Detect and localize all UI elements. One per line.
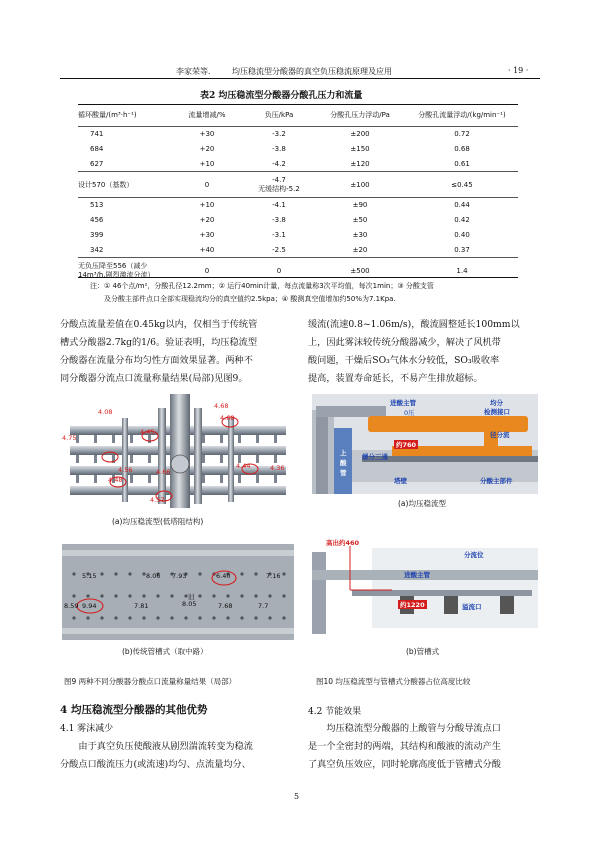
fig10a-label-upper3: 管: [340, 469, 347, 477]
fig9a-caption: (a)均压稳流型(低塔阻结构): [112, 517, 204, 526]
fig10a-label-upper2: 酸: [340, 459, 347, 467]
cell: 无负压降至556（减少: [78, 261, 148, 270]
fig9a-value: 4.75: [62, 434, 77, 442]
th-flow: 流量增减/%: [188, 111, 226, 119]
fig9b-value: 8.06: [146, 572, 161, 580]
cell: -3.1: [272, 231, 286, 239]
cell: ±100: [314, 172, 406, 198]
fig10a-caption: (a)均压稳流型: [398, 499, 446, 508]
table-note-2: 及分酸主部件点口全部实现稳流均分的真空值约2.5kpa；④ 酸测真空值增加约50%为7.1Kpa.: [104, 295, 396, 303]
cell: 741: [78, 127, 170, 142]
text-line: 均压稳流型分酸器的上酸管与分酸导流点口: [326, 723, 501, 734]
fig10a-label-detect: 检测接口: [484, 408, 510, 416]
th-hole-pressure: 分酸孔压力浮动/Pa: [330, 111, 390, 119]
subsection-42-title: 4.2 节能效果: [308, 707, 362, 717]
cell: ±120: [350, 159, 370, 168]
fig10a-label-branch: 径分流: [490, 431, 510, 439]
fig9a-value: 4.44: [236, 462, 251, 470]
table-header-row: [78, 104, 518, 127]
data-table: [78, 104, 518, 284]
right-para-1: [308, 316, 540, 388]
fig9a-value: 4.68: [214, 402, 229, 410]
fig10a-label-main: 分酸主部件: [480, 477, 513, 485]
fig9b-value: 8.05: [182, 600, 197, 608]
cell: 0.68: [454, 145, 470, 153]
fig10a-label-wall: 塔壁: [394, 477, 407, 485]
fig10b-label-inlet: 进酸主管: [404, 571, 430, 579]
cell: 设计570（基数）: [78, 172, 170, 198]
cell: 684: [90, 145, 104, 153]
fig9a-value: 4.08: [98, 408, 113, 416]
fig10b-label-1220: 约1220: [400, 601, 425, 609]
cell: 627: [90, 159, 104, 168]
fig10a-label-760: 约760: [396, 441, 417, 449]
left-para-1: [60, 316, 292, 388]
table-row: [78, 228, 518, 243]
text-line: 槽式分酸器2.7kg的1/6。验证表明，均压稳流型: [60, 337, 258, 348]
fig10-caption: 图10 均压稳流型与管槽式分酸器占位高度比较: [316, 677, 471, 686]
fig10a-label-tee: 缓分三通: [362, 453, 388, 461]
fig9b-image: [62, 544, 294, 640]
cell-stack: [244, 172, 314, 198]
header-rule: [60, 78, 540, 79]
text-line: 酸问题，干燥后SO₃气体水分较低，SO₃吸收率: [308, 355, 500, 366]
cell: +10: [170, 198, 244, 213]
cell: ±30: [352, 231, 368, 239]
cell: 0: [244, 258, 314, 284]
fig9b-drawing: [62, 544, 294, 640]
fig9b-value: 8.59: [64, 602, 79, 610]
cell: 0.72: [406, 127, 518, 142]
right-para-2: [308, 720, 540, 774]
running-header-title: 均压稳流型分酸器的真空负压稳流原理及应用: [232, 67, 392, 76]
fig9b-value: 6.40: [216, 572, 231, 580]
fig10a-label-upper1: 上: [340, 449, 347, 457]
fig10a-label-equal: 均分: [490, 399, 503, 407]
cell: 0.61: [454, 159, 470, 168]
cell: 399: [90, 231, 104, 239]
fig10a-label-inlet: 进酸主管: [390, 399, 416, 407]
fig9a-value: 4.66: [156, 468, 171, 476]
fig10a-label-zero: 0压: [404, 409, 415, 417]
fig9b-value: 5.15: [82, 572, 97, 580]
fig9b-value: 9.94: [82, 602, 97, 610]
fig9b-value: 7.7: [258, 602, 269, 610]
left-para-2: [60, 738, 292, 774]
cell: 14m³/h,剧烈激流分流）: [78, 270, 155, 279]
cell: ±90: [314, 198, 406, 213]
table-caption: 表2 均压稳流型分酸器分酸孔压力和流量: [200, 91, 363, 101]
subsection-41-title: 4.1 雾沫减少: [60, 724, 114, 734]
text-line: 缓流(流速0.8~1.06m/s)，酸流圆整延长100mm以: [308, 319, 520, 330]
cell: +20: [199, 145, 215, 153]
fig9b-value: 7.81: [134, 602, 149, 610]
table-row: [78, 142, 518, 157]
text-line: 了真空负压效应，同时轮廓高度低于管槽式分酸: [308, 759, 501, 770]
table-row: [78, 243, 518, 258]
fig10b-image: [312, 530, 538, 634]
cell: ≤0.45: [406, 172, 518, 198]
fig9a-value: 4.36: [270, 464, 285, 472]
cell: ±50: [352, 216, 368, 224]
cell: -2.5: [272, 245, 286, 254]
cell: 513: [78, 198, 170, 213]
fig9a-value: 4.45: [140, 428, 155, 436]
fig9a-value: 4.48: [108, 476, 123, 484]
cell: +10: [199, 159, 215, 168]
cell: -3.8: [272, 145, 286, 153]
fig9a-drawing: [62, 394, 294, 508]
running-header-page: · 19 ·: [508, 66, 529, 75]
th-hole-flow: 分酸孔流量浮动/(kg/min⁻¹): [418, 111, 506, 119]
cell: -4.1: [244, 198, 314, 213]
text-line: 分酸点流量差值在0.45kg以内，仅相当于传统管: [60, 319, 258, 330]
cell: 无缓结构-5.2: [258, 184, 300, 193]
cell: 0.44: [406, 198, 518, 213]
fig9a-value: 4.57: [150, 496, 165, 504]
th-circ: 循环酸量/(m³·h⁻¹): [78, 111, 137, 119]
fig9a-value: 4.56: [118, 466, 133, 474]
text-line: 分酸器在流量分布均匀性方面效果显著。两种不: [60, 355, 253, 366]
fig9-caption: 图9 两种不同分酸器分酸点口流量称量结果（局部）: [64, 677, 237, 686]
cell: 0.42: [454, 216, 470, 224]
cell: 0: [170, 258, 244, 284]
table-bottom-rule: [78, 277, 518, 278]
cell: ±20: [352, 245, 368, 254]
cell: -4.7: [272, 175, 286, 184]
text-line: 上，因此雾沫较传统分酸器减少，解决了风机带: [308, 337, 501, 348]
cell: ±500: [314, 258, 406, 284]
cell: -3.2: [244, 127, 314, 142]
fig10a-image: [312, 394, 538, 494]
text-line: 由于真空负压使酸液从剧烈湍流转变为稳流: [78, 741, 253, 752]
fig10b-label-overflow: 溢流口: [462, 603, 482, 611]
cell: +30: [170, 127, 244, 142]
cell: 0.37: [454, 245, 470, 254]
cell: 456: [90, 216, 104, 224]
cell: 1.4: [406, 258, 518, 284]
text-line: 同分酸器分流点口流量称量结果(局部)见图9。: [60, 373, 248, 384]
cell: -3.8: [272, 216, 286, 224]
text-line: 分酸点口酸流压力(或流速)均匀、点流量均分、: [60, 759, 251, 770]
text-line: 提高，装置寿命延长，不易产生排放超标。: [308, 373, 483, 384]
cell: +30: [199, 231, 215, 239]
fig9b-value: 7.68: [218, 602, 233, 610]
fig9b-value: 7.16: [266, 572, 281, 580]
fig9b-value: 7.93: [172, 572, 187, 580]
fig9a-value: 4.68: [220, 414, 235, 422]
page-number: 5: [294, 792, 300, 801]
table-row: [78, 198, 518, 213]
text-line: 是一个全密封的两端，其结构和酸液的流动产生: [308, 741, 501, 752]
cell: 0: [170, 172, 244, 198]
cell: ±200: [314, 127, 406, 142]
table-row: [78, 127, 518, 142]
fig10b-caption: (b)管槽式: [406, 647, 440, 656]
fig9b-value: 旧: [188, 593, 195, 601]
cell: -4.2: [272, 159, 286, 168]
table-row: [78, 157, 518, 172]
cell: 342: [90, 245, 104, 254]
section-4-title: 4 均压稳流型分酸器的其他优势: [60, 704, 208, 716]
table-row: [78, 213, 518, 228]
table-row-design: [78, 172, 518, 198]
cell: +40: [199, 245, 215, 254]
table-note-1: 注：① 46个点/m²，分酸孔径12.2mm；② 运行40min计量，每点流量称3次平均值，每次1min；③ 分酸支管: [90, 282, 434, 290]
fig9b-caption: (b)传统管槽式（取中路）: [122, 647, 208, 656]
fig10b-label-460: 高出约460: [326, 539, 360, 547]
fig10b-label-split: 分流位: [464, 551, 484, 559]
cell: +20: [199, 216, 215, 224]
cell: 0.40: [454, 231, 470, 239]
cell: ±150: [350, 145, 370, 153]
th-pressure: 负压/kPa: [264, 111, 294, 119]
running-header-authors: 李家荣等.: [176, 67, 211, 76]
fig9a-image: [62, 394, 294, 508]
